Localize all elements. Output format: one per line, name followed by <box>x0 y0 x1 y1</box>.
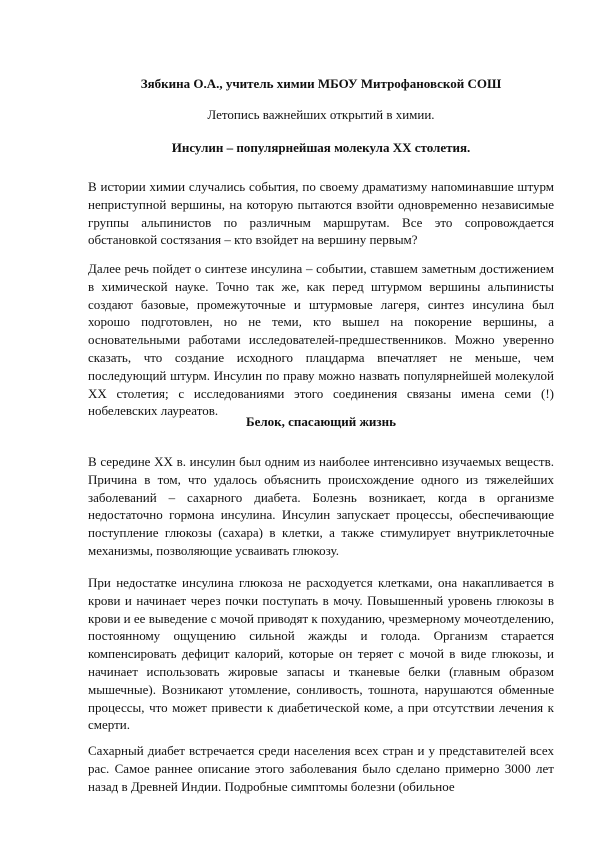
paragraph-insulin-deficiency: При недостатке инсулина глюкоза не расходуется клетками, она накапливается в крови и начинает через почки поступать в мочу. Повышенный уровень глюкозы в крови и ее выведение с мочой приводят к похуданию, чрезмерному мочеотделению, постоянному ощущению сильной жажды и голода. Организм старается компенсировать дефицит калорий, которые он теряет с мочой в виде глюкозы, и начинает использовать жировые запасы и тканевые белки (главным образом мышечные). Возникают утомление, сонливость, тошнота, нарушаются обменные процессы, что может привести к диабетической коме, а при отсутствии лечения к смерти. <box>88 575 554 733</box>
document-subtitle: Летопись важнейших открытий в химии. <box>207 107 435 122</box>
paragraph-intro: В истории химии случались события, по своему драматизму напоминавшие штурм неприступной вершины, на которую пытаются взойти одновременно независимые группы альпинистов по различным маршрутам. Все это сопровождается обстановкой состязания – кто взойдет на вершину первым? <box>88 179 554 248</box>
paragraph-mid-century: В середине XX в. инсулин был одним из наиболее интенсивно изучаемых веществ. Причина в том, что удалось объяснить происхождение одного из тяжелейших заболеваний – сахарного диабета. Болезнь возникает, когда в организме недостаточно гормона инсулина. Инсулин запускает процессы, обеспечивающие поступление глюкозы (сахара) в клетки, а также стимулирует внутриклеточные механизмы, позволяющие усваивать глюкозу. <box>88 454 554 558</box>
paragraph-diabetes-history: Сахарный диабет встречается среди населения всех стран и у представителей всех рас. Самое раннее описание этого заболевания было сделано примерно 3000 лет назад в Древней Индии. Подробные симптомы болезни (обильное <box>88 743 554 794</box>
paragraph-synthesis: Далее речь пойдет о синтезе инсулина – событии, ставшем заметным достижением в химической науке. Точно так же, как перед штурмом вершины альпинисты создают базовые, промежуточные и штурмовые лагеря, синтез инсулина был хорошо подготовлен, но не теми, кто вышел на покорение вершины, а основательными работами исследователей-предшественников. Можно уверенно сказать, что создание исходного плацдарма впечатляет не меньше, чем последующий штурм. Инсулин по праву можно назвать популярнейшей молекулой XX столетия; с исследованиями этого соединения связаны имена семи (!) нобелевских лауреатов. <box>88 261 554 419</box>
article-title: Инсулин – популярнейшая молекула XX столетия. <box>171 140 471 155</box>
author-line: Зябкина О.А., учитель химии МБОУ Митрофановской СОШ <box>140 76 502 91</box>
section-heading: Белок, спасающий жизнь <box>246 414 396 429</box>
